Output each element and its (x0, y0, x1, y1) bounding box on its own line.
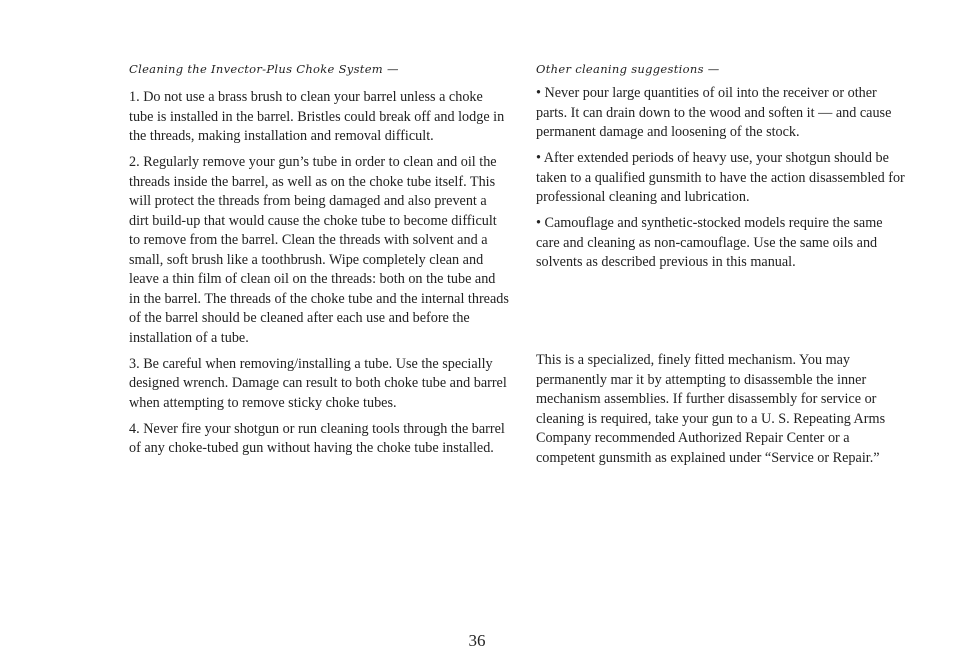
suggestion-item-oil: • Never pour large quantities of oil into the receiver or other parts. It can drain down to the wood and soften it — and cause permanent damage and loosening of the stock. (536, 85, 892, 140)
page-number: 36 (468, 631, 486, 650)
choke-paragraph-3: 3. Be careful when removing/installing a tube. Use the specially designed wrench. Damage can result to both choke tube and barrel when attempting to remove sticky choke tubes. (129, 355, 507, 411)
suggestion-item-camouflage: • Camouflage and synthetic-stocked models require the same care and cleaning as non-camouflage. Use the same oils and solvents as described previous in this manual. (536, 215, 883, 270)
other-suggestions-heading: Other cleaning suggestions — (536, 62, 720, 76)
spacer (536, 279, 908, 351)
choke-paragraph-2: 2. Regularly remove your gun’s tube in order to clean and oil the threads inside the barrel, as well as on the choke tube itself. This will protect the threads from being damaged and also prevent a dirt build-up that would cause the choke tube to become difficult to remove from the barrel. Clean the threads with solvent and a small, soft brush like a toothbrush. Wipe completely clean and leave a thin film of clean oil on the threads: both on the tube and in the barrel. The threads of the choke tube and the internal threads of the barrel should be cleaned after each use and before the installation of a tube. (129, 154, 509, 346)
choke-paragraph-1: 1. Do not use a brass brush to clean your barrel unless a choke tube is installed in the barrel. Bristles could break off and lodge in the threads, making installation and removal difficult. (129, 89, 505, 144)
mechanism-paragraph: This is a specialized, finely fitted mechanism. You may permanently mar it by attempting to disassemble the inner mechanism assemblies. If further disassembly for service or cleaning is required, take your gun to a U. S. Repeating Arms Company recommended Authorized Repair Center or a competent gunsmith as explained under “Service or Repair.” (536, 352, 886, 466)
choke-paragraph-4: 4. Never fire your shotgun or run cleaning tools through the barrel of any choke-tubed gun without having the choke tube installed. (129, 420, 505, 456)
right-column (536, 62, 908, 475)
suggestion-item-heavy-use: • After extended periods of heavy use, your shotgun should be taken to a qualified gunsmith to have the action disassembled for professional cleaning and lubrication. (536, 150, 905, 205)
left-column (129, 62, 509, 465)
choke-cleaning-heading: Cleaning the Invector-Plus Choke System — (129, 62, 399, 76)
